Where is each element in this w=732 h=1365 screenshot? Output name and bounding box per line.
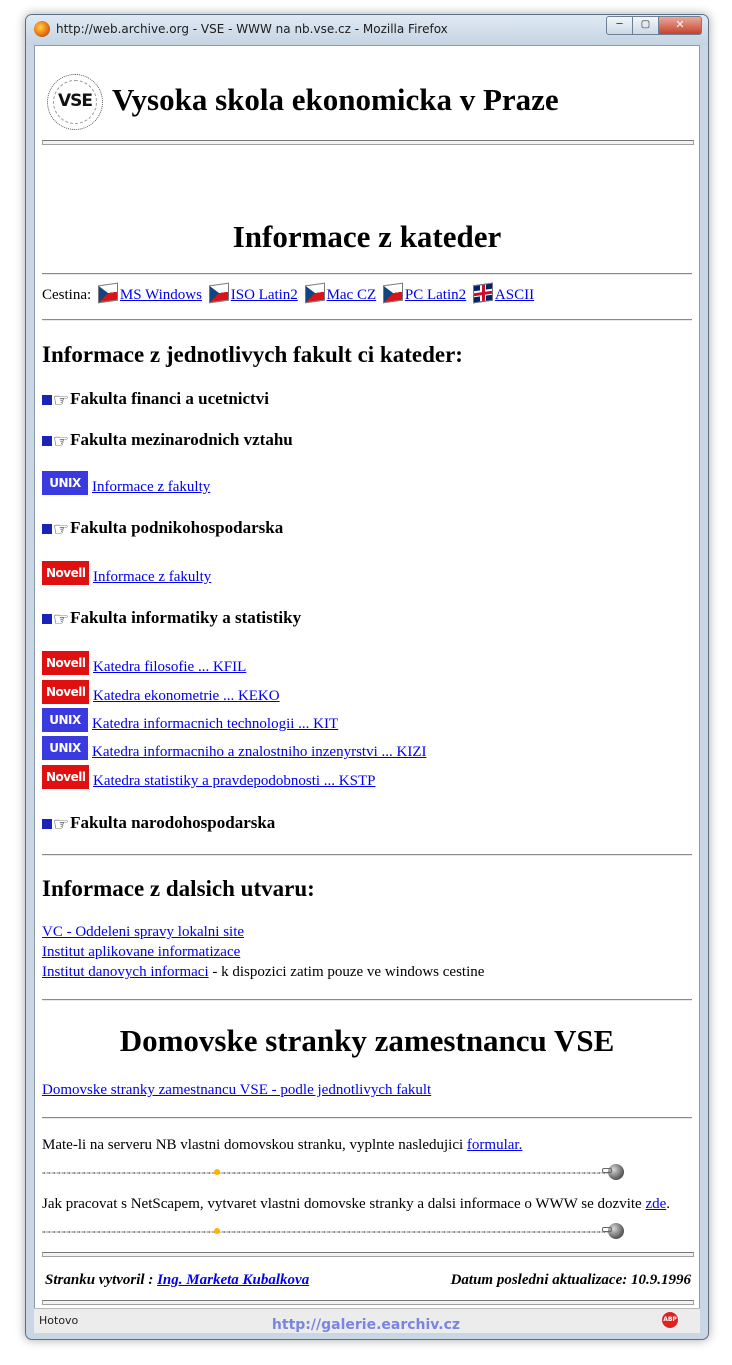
- bomb-icon: [608, 1164, 624, 1180]
- pointing-hand-icon: ☞: [53, 430, 70, 452]
- list-item: [42, 944, 240, 961]
- list-item: [42, 561, 211, 586]
- department-link-kit[interactable]: Katedra informacnich technologii ... KIT: [92, 716, 339, 732]
- bullet-icon: [42, 819, 52, 829]
- list-item: [42, 680, 280, 705]
- encoding-pc-latin2-link[interactable]: PC Latin2: [404, 287, 467, 303]
- list-item: [42, 708, 338, 733]
- tax-info-note: - k dispozici zatim pouze ve windows cestine: [208, 964, 485, 980]
- divider: [42, 1117, 692, 1119]
- close-button[interactable]: ✕: [658, 16, 702, 35]
- bullet-icon: [42, 524, 52, 534]
- title-bar: [26, 15, 708, 45]
- list-item: [42, 1082, 431, 1099]
- vc-network-link[interactable]: VC - Oddeleni spravy lokalni site: [42, 924, 245, 940]
- uk-flag-icon: [473, 283, 493, 304]
- bullet-icon: [42, 395, 52, 405]
- author-line: Stranku vytvoril : Ing. Marketa Kubalkova: [45, 1272, 310, 1288]
- list-item: [42, 651, 246, 676]
- status-text: Hotovo: [39, 1314, 79, 1327]
- encoding-bar: [42, 284, 534, 304]
- faculty-item: ☞Fakulta narodohospodarska: [42, 813, 275, 835]
- czech-flag-icon: [305, 283, 325, 304]
- form-paragraph: Mate-li na serveru NB vlastni domovskou stranku, vyplnte nasledujici formular.: [42, 1137, 523, 1153]
- staff-heading: Domovske stranky zamestnancu VSE: [119, 1023, 615, 1058]
- unix-badge-icon: UNIX: [42, 471, 88, 495]
- novell-badge-icon: Novell: [42, 651, 89, 675]
- bullet-icon: [42, 436, 52, 446]
- list-item: [42, 924, 244, 941]
- encoding-ms-windows-link[interactable]: MS Windows: [119, 287, 202, 303]
- faculty-info-link[interactable]: Informace z fakulty: [92, 479, 211, 495]
- netscape-paragraph: Jak pracovat s NetScapem, vytvaret vlastni domovske stranky a dalsi informace o WWW se dozvite zde.: [42, 1196, 671, 1212]
- list-item: [42, 471, 210, 496]
- page-content: [34, 45, 700, 1310]
- pointing-hand-icon: ☞: [53, 813, 70, 835]
- bullet-icon: [42, 614, 52, 624]
- minimize-button[interactable]: ─: [606, 16, 633, 35]
- author-link[interactable]: Ing. Marketa Kubalkova: [157, 1272, 310, 1288]
- novell-badge-icon: Novell: [42, 680, 89, 704]
- faculty-item: ☞Fakulta podnikohospodarska: [42, 518, 283, 540]
- unix-badge-icon: UNIX: [42, 708, 88, 732]
- footer-divider: [42, 1252, 694, 1257]
- faculties-heading: Informace z jednotlivych fakult ci kateder:: [42, 342, 463, 367]
- window-title: http://web.archive.org - VSE - WWW na nb.vse.cz - Mozilla Firefox: [56, 22, 448, 36]
- encoding-iso-latin2-link[interactable]: ISO Latin2: [230, 287, 298, 303]
- department-link-kizi[interactable]: Katedra informacniho a znalostniho inzenyrstvi ... KIZI: [92, 744, 427, 760]
- fuse-separator: [42, 1231, 612, 1233]
- encoding-mac-cz-link[interactable]: Mac CZ: [326, 287, 377, 303]
- header-divider: [42, 140, 694, 145]
- department-link-kstp[interactable]: Katedra statistiky a pravdepodobnosti ... KSTP: [93, 773, 376, 789]
- encoding-label: Cestina:: [42, 287, 92, 303]
- list-item: [42, 736, 426, 761]
- browser-window: [25, 14, 709, 1340]
- unix-badge-icon: UNIX: [42, 736, 88, 760]
- faculty-item: ☞Fakulta financi a ucetnictvi: [42, 389, 269, 411]
- department-link-keko[interactable]: Katedra ekonometrie ... KEKO: [93, 688, 280, 704]
- section-title: Informace z kateder: [232, 219, 502, 254]
- novell-badge-icon: Novell: [42, 765, 89, 789]
- watermark: http://galerie.earchiv.cz: [271, 1317, 461, 1333]
- pointing-hand-icon: ☞: [53, 389, 70, 411]
- firefox-icon: [34, 21, 50, 37]
- list-item: [42, 765, 375, 790]
- site-title: Vysoka skola ekonomicka v Praze: [112, 82, 559, 117]
- divider: [42, 999, 692, 1001]
- list-item: [42, 964, 484, 981]
- pointing-hand-icon: ☞: [53, 518, 70, 540]
- staff-homepages-link[interactable]: Domovske stranky zamestnancu VSE - podle jednotlivych fakult: [42, 1082, 432, 1098]
- czech-flag-icon: [209, 283, 229, 304]
- encoding-ascii-link[interactable]: ASCII: [494, 287, 535, 303]
- footer-divider: [42, 1300, 694, 1305]
- czech-flag-icon: [98, 283, 118, 304]
- czech-flag-icon: [383, 283, 403, 304]
- department-link-kfil[interactable]: Katedra filosofie ... KFIL: [93, 659, 247, 675]
- pointing-hand-icon: ☞: [53, 608, 70, 630]
- adblock-icon[interactable]: ABP: [662, 1312, 678, 1328]
- vse-logo: VSE: [47, 74, 103, 130]
- divider: [42, 319, 692, 321]
- fuse-separator: [42, 1172, 612, 1174]
- other-units-heading: Informace z dalsich utvaru:: [42, 876, 315, 901]
- divider: [42, 273, 692, 275]
- novell-badge-icon: Novell: [42, 561, 89, 585]
- maximize-button[interactable]: ▢: [632, 16, 659, 35]
- applied-informatization-link[interactable]: Institut aplikovane informatizace: [42, 944, 241, 960]
- divider: [42, 854, 692, 856]
- faculty-info-link[interactable]: Informace z fakulty: [93, 569, 212, 585]
- netscape-here-link[interactable]: zde: [645, 1196, 667, 1212]
- form-link[interactable]: formular.: [466, 1137, 523, 1153]
- bomb-icon: [608, 1223, 624, 1239]
- faculty-item: ☞Fakulta informatiky a statistiky: [42, 608, 301, 630]
- last-updated: Datum posledni aktualizace: 10.9.1996: [450, 1272, 691, 1288]
- tax-info-link[interactable]: Institut danovych informaci: [42, 964, 209, 980]
- faculty-item: ☞Fakulta mezinarodnich vztahu: [42, 430, 293, 452]
